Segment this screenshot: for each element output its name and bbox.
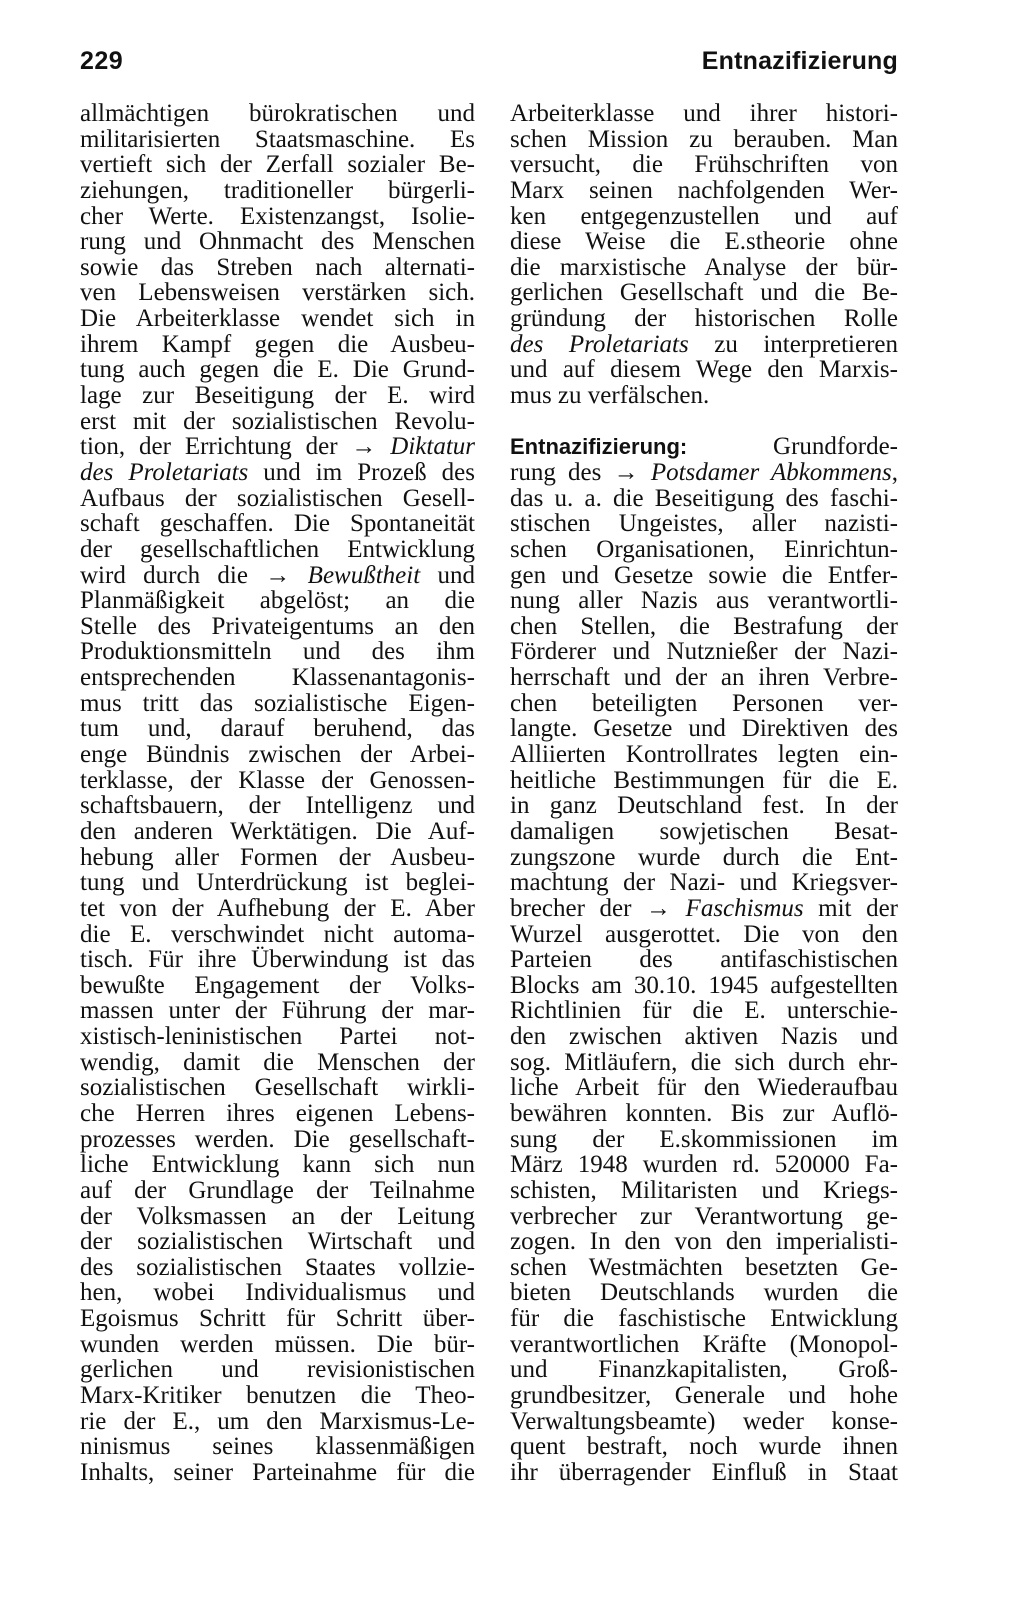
text-line: der sozialistischen Wirtschaft und [80,1228,475,1256]
text-line: Wurzel ausgerottet. Die von den [510,920,898,948]
previous-entry-continuation [510,101,898,409]
text-line: brecher der → Faschismus mit der [510,894,898,922]
text-line: schaftsbauern, der Intelligenz und [80,792,475,820]
text-line: chen Stellen, die Bestrafung der [510,612,898,640]
text-line: und Finanzkapitalisten, Groß- [510,1356,898,1384]
text-line: gründung der historischen Rolle [510,305,898,333]
text-line: allmächtigen bürokratischen und [80,100,475,127]
text-line: hebung aller Formen der Ausbeu- [80,843,475,871]
text-line: chen beteiligten Personen ver- [510,689,898,717]
left-column [80,101,475,1486]
text-line: tung und Unterdrückung ist beglei- [80,869,475,897]
text-line: gerlichen und revisionistischen [80,1356,475,1384]
text-line: ziehungen, traditioneller bürgerli- [80,176,475,204]
text-line: die marxistische Analyse der bür- [510,253,898,281]
text-line: langte. Gesetze und Direktiven des [510,715,898,743]
entry-headword: Entnazifizierung: [510,434,688,460]
text-line: gerlichen Gesellschaft und die Be- [510,279,898,307]
text-line: Parteien des antifaschistischen [510,946,898,974]
text-line: zungszone wurde durch die Ent- [510,843,898,871]
text-line: sung der E.skommissionen im [510,1125,898,1153]
text-line: verantwortlichen Kräfte (Monopol- [510,1330,898,1358]
text-line: Marx seinen nachfolgenden Wer- [510,176,898,204]
text-line: Blocks am 30.10. 1945 aufgestellten [510,971,898,999]
text-line: hen, wobei Individualismus und [80,1279,475,1307]
text-line: che Herren ihres eigenen Lebens- [80,1099,475,1127]
text-line: xistisch-leninistischen Partei not- [80,1023,475,1051]
text-line: Inhalts, seiner Parteinahme für die [80,1458,475,1486]
entry-body [510,460,898,1486]
text-line: sog. Mitläufern, die sich durch ehr- [510,1048,898,1076]
text-line: schaft geschaffen. Die Spontaneität [80,510,475,538]
text-line: tion, der Errichtung der → Diktatur [80,433,475,461]
text-line: Verwaltungsbeamte) weder konse- [510,1407,898,1435]
right-column [510,101,898,1486]
text-line: liche Arbeit für den Wiederaufbau [510,1074,898,1102]
text-line: des sozialistischen Staates vollzie- [80,1253,475,1281]
text-line: cher Werte. Existenzangst, Isolie- [80,202,475,230]
text-line: lage zur Beseitigung der E. wird [80,382,475,410]
text-line: liche Entwicklung kann sich nun [80,1151,475,1179]
entry-first-line [510,434,898,460]
text-line: ihr überragender Einfluß in Staat [510,1458,898,1486]
text-line: mus tritt das sozialistische Eigen- [80,689,475,717]
text-line: wendig, damit die Menschen der [80,1048,475,1076]
text-line: militarisierten Staatsmaschine. Es [80,125,475,153]
text-line: rung und Ohnmacht des Menschen [80,228,475,256]
text-line: schen Mission zu berauben. Man [510,125,898,153]
text-line: in ganz Deutschland fest. In der [510,792,898,820]
entry-spacing [510,409,898,435]
text-line: Stelle des Privateigentums an den [80,612,475,640]
text-line: wird durch die → Bewußtheit und [80,561,475,589]
text-line: der Volksmassen an der Leitung [80,1202,475,1230]
text-line: herrschaft und der an ihren Verbre- [510,664,898,692]
entry-first-line-text: Grundforde- [773,433,898,461]
text-line: Aufbaus der sozialistischen Gesell- [80,484,475,512]
text-line: rung des → Potsdamer Abkommens, [510,458,898,486]
text-line: vertieft sich der Zerfall sozialer Be- [80,151,475,179]
text-line: stischen Ungeistes, aller nazisti- [510,510,898,538]
running-head: Entnazifizierung [701,47,898,75]
text-line: für die faschistische Entwicklung [510,1305,898,1333]
text-line: mus zu verfälschen. [510,382,710,410]
text-line: den zwischen aktiven Nazis und [510,1023,898,1051]
text-line: enge Bündnis zwischen der Arbei- [80,741,475,769]
text-line: schen Westmächten besetzten Ge- [510,1253,898,1281]
text-line: sozialistischen Gesellschaft wirkli- [80,1074,475,1102]
text-line: nung aller Nazis aus verantwortli- [510,587,898,615]
text-line: bieten Deutschlands wurden die [510,1279,898,1307]
text-line: massen unter der Führung der mar- [80,997,475,1025]
text-line: tum und, darauf beruhend, das [80,715,475,743]
text-line: Planmäßigkeit abgelöst; an die [80,587,475,615]
text-line: tet von der Aufhebung der E. Aber [80,894,475,922]
text-line: entsprechenden Klassenantagonis- [80,664,475,692]
text-line: machtung der Nazi- und Kriegsver- [510,869,898,897]
text-line: des Proletariats zu interpretieren [510,330,898,358]
text-line: heitliche Bestimmungen für die E. [510,766,898,794]
text-line: tung auch gegen die E. Die Grund- [80,356,475,384]
text-line: März 1948 wurden rd. 520000 Fa- [510,1151,898,1179]
text-line: rie der E., um den Marxismus-Le- [80,1407,475,1435]
text-line: Egoismus Schritt für Schritt über- [80,1305,475,1333]
text-line: ninismus seines klassenmäßigen [80,1433,475,1461]
text-line: ihrem Kampf gegen die Ausbeu- [80,330,475,358]
text-line: Produktionsmitteln und des ihm [80,638,475,666]
text-line: Förderer und Nutznießer der Nazi- [510,638,898,666]
text-line: bewußte Engagement der Volks- [80,971,475,999]
text-line: Alliierten Kontrollrates legten ein- [510,741,898,769]
text-line: grundbesitzer, Generale und hohe [510,1382,898,1410]
text-line: quent bestraft, noch wurde ihnen [510,1433,898,1461]
text-line: verbrecher zur Verantwortung ge- [510,1202,898,1230]
text-line: der gesellschaftlichen Entwicklung [80,535,475,563]
text-line: gen und Gesetze sowie die Entfer- [510,561,898,589]
text-line: sowie das Streben nach alternati- [80,253,475,281]
text-line: terklasse, der Klasse der Genossen- [80,766,475,794]
text-line: schen Organisationen, Einrichtun- [510,535,898,563]
text-line: versucht, die Frühschriften von [510,151,898,179]
text-line: damaligen sowjetischen Besat- [510,817,898,845]
text-line: ken entgegenzustellen und auf [510,202,898,230]
text-line: erst mit der sozialistischen Revolu- [80,407,475,435]
text-line: wunden werden müssen. Die bür- [80,1330,475,1358]
text-line: die E. verschwindet nicht automa- [80,920,475,948]
text-line: prozesses werden. Die gesellschaft- [80,1125,475,1153]
text-line: des Proletariats und im Prozeß des [80,458,475,486]
text-line: ven Lebensweisen verstärken sich. [80,279,475,307]
text-line: Die Arbeiterklasse wendet sich in [80,305,475,333]
text-line: Richtlinien für die E. unterschie- [510,997,898,1025]
text-line: bewähren konnten. Bis zur Auflö- [510,1099,898,1127]
text-line: das u. a. die Beseitigung des faschi- [510,484,898,512]
text-line: tisch. Für ihre Überwindung ist das [80,946,475,974]
text-line: schisten, Militaristen und Kriegs- [510,1176,898,1204]
text-line: zogen. In den von den imperialisti- [510,1228,898,1256]
text-line: diese Weise die E.stheorie ohne [510,228,898,256]
text-line: Marx-Kritiker benutzen die Theo- [80,1382,475,1410]
text-line: und auf diesem Wege den Marxis- [510,356,898,384]
text-line: den anderen Werktätigen. Die Auf- [80,817,475,845]
text-line: Arbeiterklasse und ihrer histori- [510,100,898,127]
page-number: 229 [80,47,124,75]
text-line: auf der Grundlage der Teilnahme [80,1176,475,1204]
